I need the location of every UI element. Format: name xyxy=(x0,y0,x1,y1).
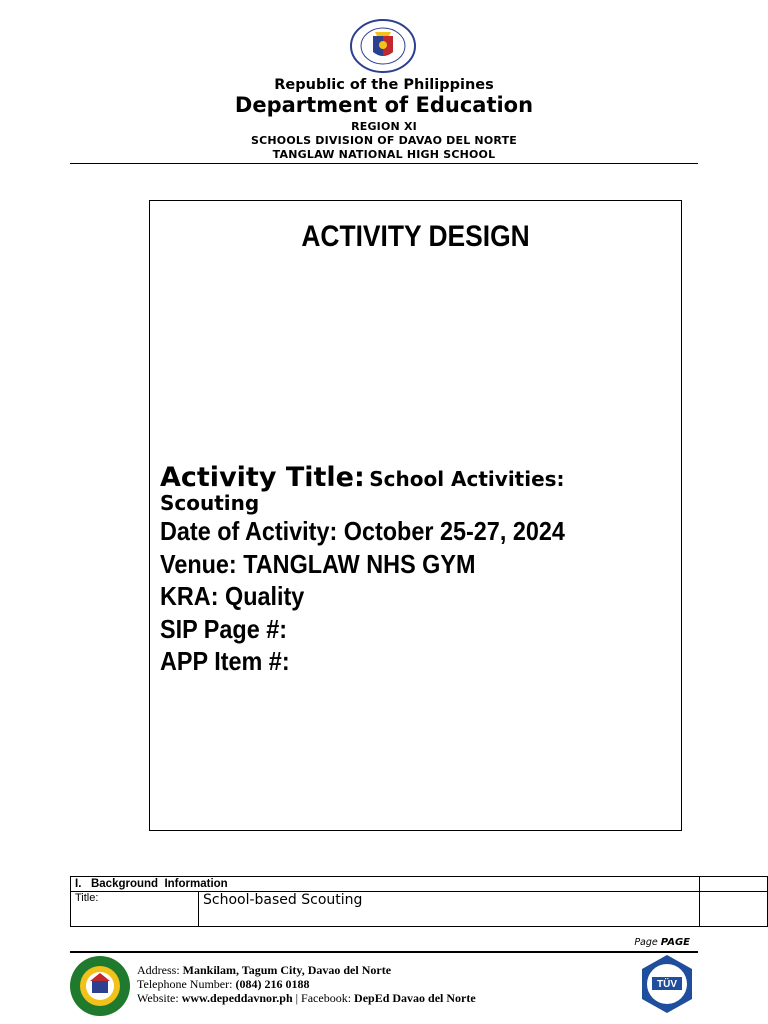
background-info-table xyxy=(70,876,768,927)
page-indicator xyxy=(600,937,690,948)
svg-text:TÜV: TÜV xyxy=(657,979,677,990)
footer-contact xyxy=(137,963,476,1005)
address-line xyxy=(137,963,476,977)
separator: | xyxy=(292,991,302,1005)
title-label: Title: xyxy=(71,892,199,927)
title-value: School-based Scouting xyxy=(199,892,700,927)
telephone-line xyxy=(137,977,476,991)
address-value: Mankilam, Tagum City, Davao del Norte xyxy=(182,963,392,977)
table-row xyxy=(71,877,768,892)
facebook-link[interactable]: DepEd Davao del Norte xyxy=(354,991,476,1005)
activity-info xyxy=(160,462,660,678)
date-of-activity: Date of Activity: October 25-27, 2024 xyxy=(160,516,565,546)
telephone-label: Telephone Number: xyxy=(137,977,236,991)
website-line xyxy=(137,991,476,1005)
kra: KRA: Quality xyxy=(160,581,305,611)
telephone-value: (084) 216 0188 xyxy=(235,977,310,991)
website-label: Website: xyxy=(137,991,182,1005)
region-line: REGION XI xyxy=(351,120,417,133)
address-label: Address: xyxy=(137,963,183,977)
division-logo xyxy=(68,955,132,1017)
background-heading: I. Background Information xyxy=(71,877,700,892)
activity-title-value: School Activities: xyxy=(369,467,565,491)
venue: Venue: TANGLAW NHS GYM xyxy=(160,548,476,579)
app-item: APP Item #: xyxy=(160,646,290,676)
division-line: SCHOOLS DIVISION OF DAVAO DEL NORTE xyxy=(251,134,517,147)
activity-title-value-cont: Scouting xyxy=(160,491,260,515)
table-cell-empty xyxy=(700,877,768,892)
header-divider xyxy=(70,163,698,164)
activity-title-label: Activity Title: xyxy=(160,462,365,493)
website-link[interactable]: www.depeddavnor.ph xyxy=(181,991,293,1005)
table-row xyxy=(71,892,768,927)
department-name: Department of Education xyxy=(234,93,534,117)
table-cell-empty xyxy=(700,892,768,927)
tuv-certification-logo xyxy=(636,953,698,1015)
cover-title: ACTIVITY DESIGN xyxy=(301,220,530,253)
footer-divider xyxy=(70,951,698,953)
facebook-label: Facebook: xyxy=(301,991,355,1005)
page-label: Page xyxy=(634,937,658,948)
activity-title-row xyxy=(160,462,660,493)
deped-seal-logo xyxy=(349,18,417,74)
sip-page: SIP Page #: xyxy=(160,613,288,644)
republic-line: Republic of the Philippines xyxy=(274,77,494,93)
school-line: TANGLAW NATIONAL HIGH SCHOOL xyxy=(272,148,496,161)
page-value: PAGE xyxy=(660,937,690,948)
